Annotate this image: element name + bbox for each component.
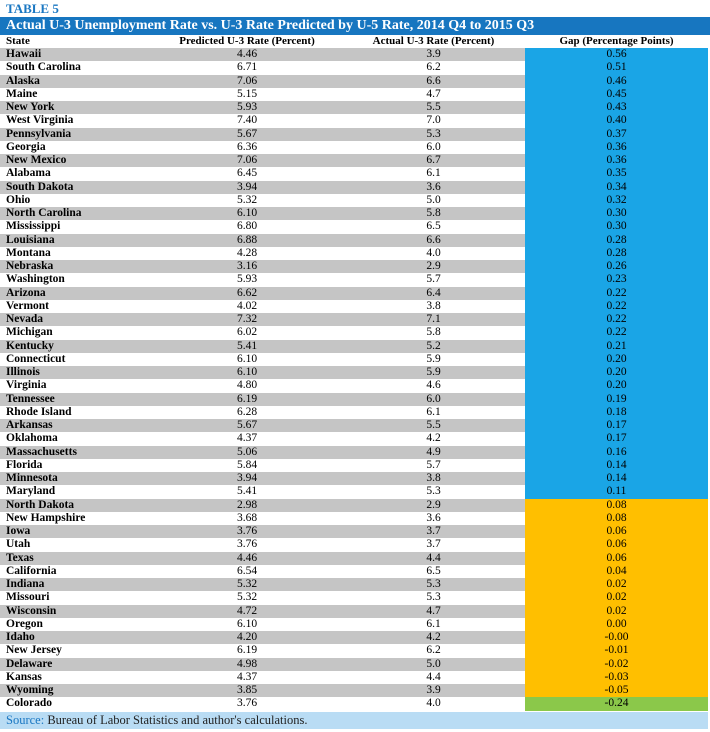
state-cell: Connecticut <box>0 353 152 366</box>
predicted-cell: 4.98 <box>152 658 342 671</box>
actual-cell: 7.0 <box>342 114 525 127</box>
predicted-cell: 3.68 <box>152 512 342 525</box>
table-row <box>0 406 708 419</box>
state-cell: Tennessee <box>0 393 152 406</box>
table-row <box>0 552 708 565</box>
table-row <box>0 565 708 578</box>
state-cell: Delaware <box>0 658 152 671</box>
state-cell: New Hampshire <box>0 512 152 525</box>
gap-cell: 0.08 <box>525 499 708 512</box>
table-row <box>0 538 708 551</box>
table-row <box>0 485 708 498</box>
table-row <box>0 512 708 525</box>
gap-cell: 0.14 <box>525 459 708 472</box>
gap-cell: 0.17 <box>525 419 708 432</box>
header-predicted: Predicted U-3 Rate (Percent) <box>152 35 342 48</box>
actual-cell: 6.6 <box>342 75 525 88</box>
table-row <box>0 618 708 631</box>
actual-cell: 4.6 <box>342 379 525 392</box>
actual-cell: 6.6 <box>342 234 525 247</box>
table-row <box>0 591 708 604</box>
predicted-cell: 6.36 <box>152 141 342 154</box>
actual-cell: 6.0 <box>342 141 525 154</box>
gap-cell: 0.32 <box>525 194 708 207</box>
gap-cell: 0.40 <box>525 114 708 127</box>
gap-cell: 0.30 <box>525 220 708 233</box>
state-cell: Colorado <box>0 697 152 710</box>
actual-cell: 6.5 <box>342 565 525 578</box>
actual-cell: 5.3 <box>342 578 525 591</box>
table-row <box>0 366 708 379</box>
actual-cell: 6.0 <box>342 393 525 406</box>
actual-cell: 5.8 <box>342 326 525 339</box>
predicted-cell: 6.45 <box>152 167 342 180</box>
actual-cell: 4.9 <box>342 446 525 459</box>
actual-cell: 5.3 <box>342 128 525 141</box>
actual-cell: 4.4 <box>342 552 525 565</box>
predicted-cell: 6.10 <box>152 207 342 220</box>
predicted-cell: 7.06 <box>152 154 342 167</box>
gap-cell: -0.03 <box>525 671 708 684</box>
actual-cell: 3.8 <box>342 472 525 485</box>
table-row <box>0 499 708 512</box>
gap-cell: 0.21 <box>525 340 708 353</box>
predicted-cell: 4.37 <box>152 432 342 445</box>
state-cell: Washington <box>0 273 152 286</box>
predicted-cell: 7.40 <box>152 114 342 127</box>
actual-cell: 7.1 <box>342 313 525 326</box>
table-row <box>0 167 708 180</box>
header-state: State <box>0 35 152 48</box>
state-cell: Alabama <box>0 167 152 180</box>
state-cell: Mississippi <box>0 220 152 233</box>
predicted-cell: 4.37 <box>152 671 342 684</box>
predicted-cell: 6.28 <box>152 406 342 419</box>
predicted-cell: 4.72 <box>152 605 342 618</box>
table-row <box>0 75 708 88</box>
gap-cell: 0.28 <box>525 247 708 260</box>
source-note <box>0 712 708 729</box>
actual-cell: 5.2 <box>342 340 525 353</box>
gap-cell: -0.05 <box>525 684 708 697</box>
state-cell: Rhode Island <box>0 406 152 419</box>
actual-cell: 6.2 <box>342 644 525 657</box>
predicted-cell: 5.06 <box>152 446 342 459</box>
state-cell: Florida <box>0 459 152 472</box>
header-actual: Actual U-3 Rate (Percent) <box>342 35 525 48</box>
predicted-cell: 5.67 <box>152 128 342 141</box>
table-row <box>0 154 708 167</box>
state-cell: Wyoming <box>0 684 152 697</box>
actual-cell: 5.8 <box>342 207 525 220</box>
predicted-cell: 5.41 <box>152 340 342 353</box>
gap-cell: 0.08 <box>525 512 708 525</box>
gap-cell: 0.30 <box>525 207 708 220</box>
table-row <box>0 194 708 207</box>
state-cell: Oregon <box>0 618 152 631</box>
actual-cell: 6.7 <box>342 154 525 167</box>
table-row <box>0 605 708 618</box>
table-row <box>0 300 708 313</box>
gap-cell: 0.17 <box>525 432 708 445</box>
gap-cell: 0.22 <box>525 326 708 339</box>
table-row <box>0 459 708 472</box>
table-row <box>0 273 708 286</box>
table-title: Actual U-3 Unemployment Rate vs. U-3 Rate Predicted by U-5 Rate, 2014 Q4 to 2015 Q3 <box>0 17 710 35</box>
actual-cell: 4.7 <box>342 88 525 101</box>
state-cell: California <box>0 565 152 578</box>
gap-cell: 0.11 <box>525 485 708 498</box>
table-body <box>0 48 708 711</box>
gap-cell: 0.06 <box>525 525 708 538</box>
actual-cell: 3.6 <box>342 181 525 194</box>
actual-cell: 3.6 <box>342 512 525 525</box>
gap-cell: 0.16 <box>525 446 708 459</box>
state-cell: North Dakota <box>0 499 152 512</box>
state-cell: South Carolina <box>0 61 152 74</box>
actual-cell: 6.1 <box>342 618 525 631</box>
state-cell: Ohio <box>0 194 152 207</box>
actual-cell: 4.2 <box>342 432 525 445</box>
gap-cell: 0.02 <box>525 605 708 618</box>
table-row <box>0 128 708 141</box>
state-cell: Iowa <box>0 525 152 538</box>
actual-cell: 4.0 <box>342 247 525 260</box>
predicted-cell: 6.19 <box>152 393 342 406</box>
actual-cell: 3.9 <box>342 48 525 61</box>
gap-cell: 0.36 <box>525 154 708 167</box>
state-cell: Oklahoma <box>0 432 152 445</box>
predicted-cell: 6.80 <box>152 220 342 233</box>
header-row <box>0 35 708 48</box>
source-label: Source: <box>6 712 45 727</box>
actual-cell: 6.5 <box>342 220 525 233</box>
actual-cell: 5.7 <box>342 459 525 472</box>
predicted-cell: 3.94 <box>152 181 342 194</box>
state-cell: New Mexico <box>0 154 152 167</box>
state-cell: Louisiana <box>0 234 152 247</box>
gap-cell: 0.51 <box>525 61 708 74</box>
gap-cell: 0.20 <box>525 366 708 379</box>
predicted-cell: 3.76 <box>152 538 342 551</box>
state-cell: Indiana <box>0 578 152 591</box>
state-cell: Vermont <box>0 300 152 313</box>
predicted-cell: 4.46 <box>152 552 342 565</box>
state-cell: Texas <box>0 552 152 565</box>
state-cell: Utah <box>0 538 152 551</box>
actual-cell: 6.2 <box>342 61 525 74</box>
actual-cell: 5.0 <box>342 194 525 207</box>
gap-cell: 0.26 <box>525 260 708 273</box>
predicted-cell: 5.32 <box>152 194 342 207</box>
table-row <box>0 287 708 300</box>
actual-cell: 5.5 <box>342 419 525 432</box>
table-row <box>0 141 708 154</box>
predicted-cell: 6.02 <box>152 326 342 339</box>
state-cell: Arizona <box>0 287 152 300</box>
predicted-cell: 5.93 <box>152 273 342 286</box>
state-cell: Hawaii <box>0 48 152 61</box>
table-row <box>0 697 708 710</box>
gap-cell: 0.45 <box>525 88 708 101</box>
gap-cell: 0.37 <box>525 128 708 141</box>
state-cell: Maryland <box>0 485 152 498</box>
state-cell: Kentucky <box>0 340 152 353</box>
predicted-cell: 7.32 <box>152 313 342 326</box>
predicted-cell: 5.32 <box>152 591 342 604</box>
predicted-cell: 4.28 <box>152 247 342 260</box>
gap-cell: 0.14 <box>525 472 708 485</box>
predicted-cell: 6.62 <box>152 287 342 300</box>
predicted-cell: 5.67 <box>152 419 342 432</box>
table-row <box>0 419 708 432</box>
gap-cell: -0.01 <box>525 644 708 657</box>
gap-cell: -0.00 <box>525 631 708 644</box>
table-row <box>0 181 708 194</box>
state-cell: North Carolina <box>0 207 152 220</box>
table-row <box>0 684 708 697</box>
table-row <box>0 326 708 339</box>
actual-cell: 2.9 <box>342 499 525 512</box>
gap-cell: -0.24 <box>525 697 708 710</box>
table-row <box>0 525 708 538</box>
state-cell: Virginia <box>0 379 152 392</box>
state-cell: Missouri <box>0 591 152 604</box>
gap-cell: 0.18 <box>525 406 708 419</box>
gap-cell: 0.28 <box>525 234 708 247</box>
predicted-cell: 3.16 <box>152 260 342 273</box>
gap-cell: 0.43 <box>525 101 708 114</box>
actual-cell: 3.9 <box>342 684 525 697</box>
table-row <box>0 101 708 114</box>
table-row <box>0 353 708 366</box>
table-row <box>0 234 708 247</box>
table-row <box>0 340 708 353</box>
predicted-cell: 2.98 <box>152 499 342 512</box>
state-cell: South Dakota <box>0 181 152 194</box>
table-row <box>0 393 708 406</box>
state-cell: West Virginia <box>0 114 152 127</box>
predicted-cell: 6.54 <box>152 565 342 578</box>
predicted-cell: 3.76 <box>152 525 342 538</box>
table-row <box>0 671 708 684</box>
table-row <box>0 48 708 61</box>
gap-cell: 0.22 <box>525 313 708 326</box>
predicted-cell: 5.93 <box>152 101 342 114</box>
state-cell: Illinois <box>0 366 152 379</box>
predicted-cell: 6.88 <box>152 234 342 247</box>
state-cell: Pennsylvania <box>0 128 152 141</box>
table-row <box>0 247 708 260</box>
actual-cell: 4.2 <box>342 631 525 644</box>
gap-cell: 0.02 <box>525 578 708 591</box>
actual-cell: 5.3 <box>342 485 525 498</box>
state-cell: Georgia <box>0 141 152 154</box>
actual-cell: 5.3 <box>342 591 525 604</box>
predicted-cell: 5.15 <box>152 88 342 101</box>
predicted-cell: 7.06 <box>152 75 342 88</box>
actual-cell: 4.7 <box>342 605 525 618</box>
gap-cell: 0.04 <box>525 565 708 578</box>
gap-cell: 0.02 <box>525 591 708 604</box>
actual-cell: 5.9 <box>342 353 525 366</box>
state-cell: Arkansas <box>0 419 152 432</box>
gap-cell: 0.20 <box>525 379 708 392</box>
state-cell: Nevada <box>0 313 152 326</box>
actual-cell: 5.5 <box>342 101 525 114</box>
table-row <box>0 88 708 101</box>
table-row <box>0 61 708 74</box>
table-row <box>0 432 708 445</box>
table-row <box>0 644 708 657</box>
gap-cell: 0.00 <box>525 618 708 631</box>
gap-cell: 0.56 <box>525 48 708 61</box>
table-row <box>0 220 708 233</box>
state-cell: New Jersey <box>0 644 152 657</box>
table-row <box>0 578 708 591</box>
table-row <box>0 379 708 392</box>
table-row <box>0 114 708 127</box>
actual-cell: 5.9 <box>342 366 525 379</box>
actual-cell: 3.8 <box>342 300 525 313</box>
state-cell: Massachusetts <box>0 446 152 459</box>
actual-cell: 5.7 <box>342 273 525 286</box>
gap-cell: 0.35 <box>525 167 708 180</box>
gap-cell: 0.22 <box>525 300 708 313</box>
table-number: TABLE 5 <box>6 1 59 16</box>
predicted-cell: 4.02 <box>152 300 342 313</box>
gap-cell: 0.20 <box>525 353 708 366</box>
predicted-cell: 5.84 <box>152 459 342 472</box>
predicted-cell: 5.32 <box>152 578 342 591</box>
predicted-cell: 6.10 <box>152 618 342 631</box>
state-cell: Minnesota <box>0 472 152 485</box>
gap-cell: 0.34 <box>525 181 708 194</box>
gap-cell: 0.46 <box>525 75 708 88</box>
gap-cell: -0.02 <box>525 658 708 671</box>
table-row <box>0 446 708 459</box>
gap-cell: 0.23 <box>525 273 708 286</box>
predicted-cell: 6.10 <box>152 353 342 366</box>
gap-cell: 0.06 <box>525 538 708 551</box>
state-cell: Maine <box>0 88 152 101</box>
predicted-cell: 6.19 <box>152 644 342 657</box>
predicted-cell: 3.85 <box>152 684 342 697</box>
gap-cell: 0.06 <box>525 552 708 565</box>
state-cell: Montana <box>0 247 152 260</box>
actual-cell: 6.4 <box>342 287 525 300</box>
table-row <box>0 472 708 485</box>
state-cell: Kansas <box>0 671 152 684</box>
state-cell: Alaska <box>0 75 152 88</box>
predicted-cell: 4.46 <box>152 48 342 61</box>
state-cell: Idaho <box>0 631 152 644</box>
actual-cell: 5.0 <box>342 658 525 671</box>
state-cell: Michigan <box>0 326 152 339</box>
actual-cell: 6.1 <box>342 406 525 419</box>
predicted-cell: 4.80 <box>152 379 342 392</box>
table-row <box>0 631 708 644</box>
source-text: Bureau of Labor Statistics and author's calculations. <box>47 712 308 727</box>
table-row <box>0 260 708 273</box>
gap-cell: 0.36 <box>525 141 708 154</box>
actual-cell: 3.7 <box>342 538 525 551</box>
table-row <box>0 658 708 671</box>
predicted-cell: 6.71 <box>152 61 342 74</box>
actual-cell: 4.0 <box>342 697 525 710</box>
predicted-cell: 3.76 <box>152 697 342 710</box>
state-cell: Wisconsin <box>0 605 152 618</box>
table-row <box>0 207 708 220</box>
gap-cell: 0.22 <box>525 287 708 300</box>
table-row <box>0 313 708 326</box>
actual-cell: 2.9 <box>342 260 525 273</box>
predicted-cell: 3.94 <box>152 472 342 485</box>
actual-cell: 3.7 <box>342 525 525 538</box>
actual-cell: 4.4 <box>342 671 525 684</box>
predicted-cell: 4.20 <box>152 631 342 644</box>
actual-cell: 6.1 <box>342 167 525 180</box>
state-cell: New York <box>0 101 152 114</box>
header-gap: Gap (Percentage Points) <box>525 35 708 48</box>
predicted-cell: 5.41 <box>152 485 342 498</box>
gap-cell: 0.19 <box>525 393 708 406</box>
unemployment-table <box>0 35 708 711</box>
state-cell: Nebraska <box>0 260 152 273</box>
predicted-cell: 6.10 <box>152 366 342 379</box>
